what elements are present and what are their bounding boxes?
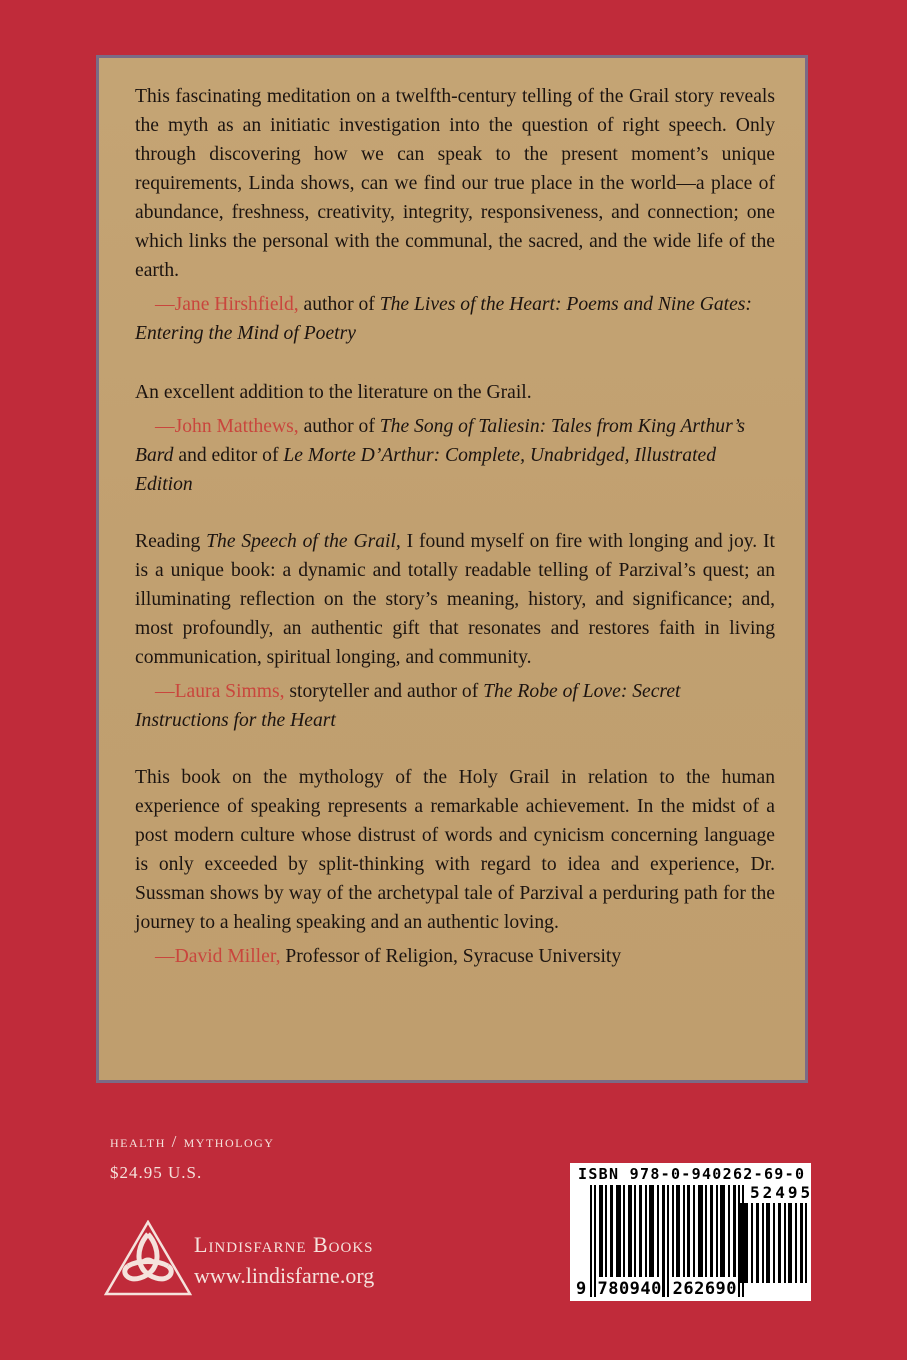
review-text: Reading The Speech of the Grail, I found myself on fire with longing and joy. It is a unique book: a dynamic and totally readable telling of Parzival’s quest; an illuminating reflection on the story’s meaning, history, and significance; and, most profoundly, an authentic gift that resonates and restores faith in living communication, spiritual longing, and community. [135, 531, 775, 668]
reviewer-name: —Laura Simms, [155, 681, 285, 702]
ean-digits: 9 780940 262690 [576, 1279, 738, 1299]
review-attribution: —David Miller, Professor of Religion, Syracuse University [155, 946, 622, 967]
book-title: The Robe of Love: Secret Instructions for the Heart [135, 681, 681, 731]
endorsements-panel [96, 55, 808, 1083]
reviewer-name: —John Matthews, [155, 416, 299, 437]
price-label: $24.95 U.S. [110, 1163, 203, 1182]
book-title: Le Morte D’Arthur: Complete, Unabridged, Illustrated Edition [135, 445, 717, 495]
endorsements [135, 82, 775, 971]
isbn-barcode [570, 1163, 814, 1301]
book-title: The Speech of the Grail, [206, 531, 401, 552]
book-title: The Song of Taliesin: Tales from King Arthur’s Bard [135, 416, 746, 466]
triquetra-triangle-icon [104, 1220, 192, 1296]
review-attribution: —John Matthews, author of The Song of Taliesin: Tales from King Arthur’s Bard and editor of Le Morte D’Arthur: Complete, Unabridged, Illustrated Edition [135, 416, 746, 495]
review-text: This book on the mythology of the Holy Grail in relation to the human experience of speaking represents a remarkable achievement. In the midst of a post modern culture whose distrust of words and cynicism concerning language is only exceeded by split-thinking with regard to idea and experience, Dr. Sussman shows by way of the archetypal tale of Parzival a perduring path for the journey to a healing speaking and an authentic loving. [135, 767, 775, 933]
review-attribution: —Laura Simms, storyteller and author of The Robe of Love: Secret Instructions for the Heart [135, 681, 681, 731]
review-text: An excellent addition to the literature on the Grail. [135, 382, 532, 403]
publisher-url[interactable]: www.lindisfarne.org [194, 1263, 375, 1288]
book-title: The Lives of the Heart: Poems and Nine Gates: Entering the Mind of Poetry [135, 294, 752, 344]
isbn-label: ISBN 978-0-940262-69-0 [578, 1165, 806, 1183]
reviewer-name: —Jane Hirshfield, [155, 294, 299, 315]
publisher-name: Lindisfarne Books [194, 1232, 374, 1257]
reviewer-name: —David Miller, [155, 946, 281, 967]
addon-bars [738, 1203, 808, 1283]
price-code: 52495 [750, 1183, 814, 1202]
category-label: health / mythology [110, 1132, 275, 1151]
review-attribution: —Jane Hirshfield, author of The Lives of the Heart: Poems and Nine Gates: Entering the Mind of Poetry [135, 294, 752, 344]
review-text: This fascinating meditation on a twelfth-century telling of the Grail story reveals the myth as an initiatic investigation into the question of right speech. Only through discovering how we can speak to the present moment’s unique requirements, Linda shows, can we find our true place in the world—a place of abundance, freshness, creativity, integrity, responsiveness, and connection; one which links the personal with the communal, the sacred, and the wide life of the earth. [135, 86, 775, 281]
